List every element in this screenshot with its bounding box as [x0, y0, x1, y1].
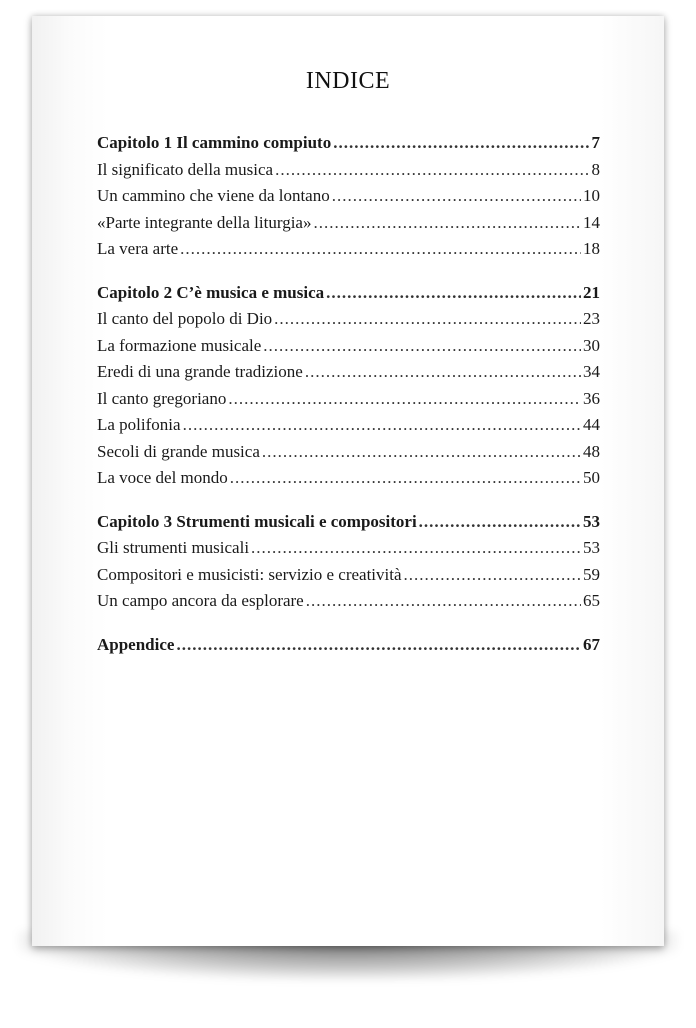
toc-page-number: 59	[583, 564, 600, 584]
toc-leader-dots	[333, 130, 589, 157]
toc-entry-label: Un cammino che viene da lontano	[97, 186, 330, 205]
toc-entry-row[interactable]	[97, 333, 600, 360]
toc-page-number: 53	[583, 511, 600, 531]
toc-entry-row[interactable]	[97, 386, 600, 413]
toc-leader-dots	[326, 280, 581, 307]
toc-entry-row[interactable]	[97, 236, 600, 263]
toc-entry-label: «Parte integrante della liturgia»	[97, 212, 312, 232]
toc-entry-label: La vera arte	[97, 239, 179, 258]
toc-entry-row[interactable]	[97, 359, 600, 386]
toc-chapter-row[interactable]	[97, 130, 600, 157]
toc-leader-dots	[332, 183, 581, 210]
toc-chapter-row[interactable]	[97, 280, 600, 307]
toc-entry-label: Secoli di grande musica	[97, 441, 260, 461]
toc-entry-label: La formazione musicale	[97, 335, 262, 355]
page-title: INDICE	[305, 68, 391, 94]
toc-leader-dots	[251, 535, 581, 562]
toc-chapter-label: Appendice	[97, 634, 175, 654]
toc-appendix-row[interactable]	[97, 632, 600, 659]
toc-page-number: 50	[583, 468, 600, 487]
toc-group-chapter-2	[97, 280, 600, 492]
toc-page-number: 21	[583, 282, 600, 302]
toc-page-number: 23	[583, 309, 600, 328]
toc-page-number: 7	[591, 133, 600, 152]
toc-page-number: 14	[583, 212, 600, 232]
toc-entry-label: Eredi di una grande tradizione	[97, 362, 303, 381]
toc-page-number: 18	[583, 239, 600, 258]
toc-page-number: 48	[583, 441, 600, 461]
toc-chapter-label: Capitolo 1 Il cammino compiuto	[97, 133, 332, 152]
toc-leader-dots	[180, 236, 581, 263]
toc-chapter-label: Capitolo 3 Strumenti musicali e compositori	[97, 511, 417, 531]
toc-leader-dots	[228, 386, 581, 413]
toc-entry-label: Il significato della musica	[97, 159, 274, 179]
toc-group-chapter-3	[97, 509, 600, 615]
toc-entry-label: La voce del mondo	[97, 468, 228, 487]
book-page	[32, 16, 664, 946]
toc-page-number: 65	[583, 591, 600, 610]
toc-leader-dots	[262, 439, 581, 466]
toc-leader-dots	[404, 562, 581, 589]
toc-group-appendix	[97, 632, 600, 659]
toc-page-number: 44	[583, 415, 600, 434]
toc-entry-row[interactable]	[97, 535, 600, 562]
toc-page-number: 34	[583, 362, 600, 381]
table-of-contents	[97, 130, 600, 675]
toc-page-number: 10	[583, 186, 600, 205]
toc-entry-label: La polifonia	[97, 415, 181, 434]
toc-entry-label: Gli strumenti musicali	[97, 538, 250, 557]
toc-entry-row[interactable]	[97, 562, 600, 589]
toc-page-number: 36	[583, 388, 600, 408]
toc-leader-dots	[176, 632, 581, 659]
toc-entry-label: Un campo ancora da esplorare	[97, 591, 304, 610]
toc-entry-row[interactable]	[97, 183, 600, 210]
toc-leader-dots	[263, 333, 581, 360]
toc-entry-row[interactable]	[97, 412, 600, 439]
toc-entry-row[interactable]	[97, 465, 600, 492]
toc-page-number: 67	[583, 634, 600, 654]
toc-entry-label: Il canto gregoriano	[97, 388, 227, 408]
toc-chapter-row[interactable]	[97, 509, 600, 536]
toc-group-chapter-1	[97, 130, 600, 263]
toc-leader-dots	[305, 359, 581, 386]
toc-entry-label: Compositori e musicisti: servizio e creatività	[97, 564, 402, 584]
toc-page-number: 30	[583, 335, 600, 355]
toc-entry-row[interactable]	[97, 210, 600, 237]
toc-leader-dots	[275, 157, 589, 184]
toc-entry-row[interactable]	[97, 157, 600, 184]
toc-page-number: 8	[591, 159, 600, 179]
toc-entry-row[interactable]	[97, 588, 600, 615]
toc-page-number: 53	[583, 538, 600, 557]
toc-leader-dots	[306, 588, 581, 615]
toc-leader-dots	[313, 210, 581, 237]
toc-leader-dots	[230, 465, 581, 492]
toc-entry-row[interactable]	[97, 306, 600, 333]
toc-leader-dots	[183, 412, 581, 439]
toc-chapter-label: Capitolo 2 C’è musica e musica	[97, 282, 325, 302]
toc-leader-dots	[419, 509, 581, 536]
toc-leader-dots	[274, 306, 581, 333]
toc-entry-label: Il canto del popolo di Dio	[97, 309, 273, 328]
toc-entry-row[interactable]	[97, 439, 600, 466]
